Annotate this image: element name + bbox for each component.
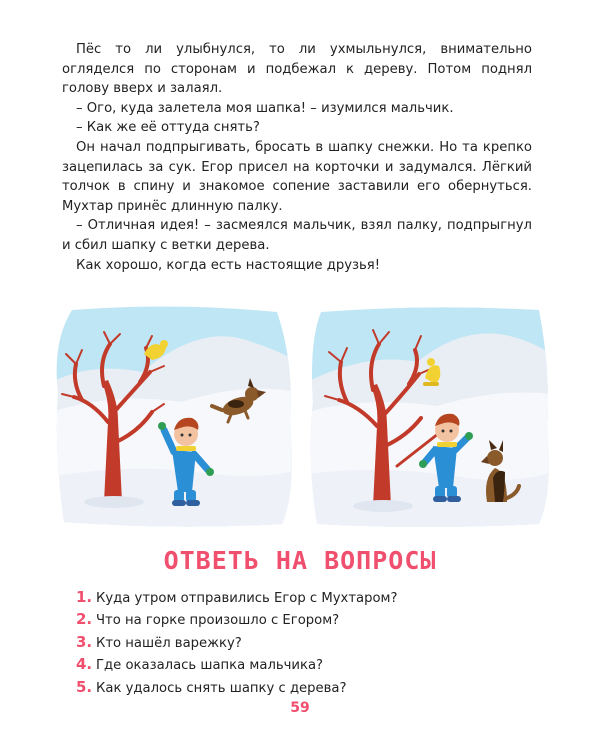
question-number: 2. <box>76 610 93 629</box>
story-paragraph: – Как же её оттуда снять? <box>76 120 260 136</box>
story-paragraph: Пёс то ли улыбнулся, то ли ухмыльнулся, внимательно огляделся по сторонам и подбежал к дереву. Потом поднял голову вверх и залаял. <box>62 42 532 97</box>
story-text <box>62 40 532 275</box>
question-number: 5. <box>76 677 93 696</box>
question-item <box>76 587 516 609</box>
question-text: Где оказалась шапка мальчика? <box>96 658 324 674</box>
illustrations <box>52 302 552 528</box>
question-item <box>76 654 516 676</box>
question-item <box>76 677 516 699</box>
illustration-right <box>307 302 552 528</box>
question-number: 4. <box>76 655 93 674</box>
question-text: Как удалось снять шапку с дерева? <box>96 680 347 696</box>
question-number: 3. <box>76 632 93 651</box>
question-text: Куда утром отправились Егор с Мухтаром? <box>96 591 398 606</box>
illustration-left <box>52 302 297 528</box>
question-text: Кто нашёл варежку? <box>96 635 242 651</box>
question-item <box>76 609 516 631</box>
question-number: 1. <box>76 588 93 606</box>
question-text: Что на горке произошло с Егором? <box>96 613 340 629</box>
page-number: 59 <box>290 700 310 716</box>
question-item <box>76 632 516 654</box>
questions-title: ОТВЕТЬ НА ВОПРОСЫ <box>163 546 437 575</box>
story-paragraph: – Ого, куда залетела моя шапка! – изумился мальчик. <box>76 100 454 116</box>
story-paragraph: Он начал подпрыгивать, бросать в шапку снежки. Но та крепко зацепилась за сук. Егор присел на корточки и задумался. Лёгкий толчок в спину и знакомое сопение заставили его обернуться. Мухтар принёс длинную палку. <box>62 139 532 214</box>
questions-list <box>76 587 516 699</box>
story-paragraph: Как хорошо, когда есть настоящие друзья! <box>76 257 381 273</box>
story-paragraph: – Отличная идея! – засмеялся мальчик, взял палку, подпрыгнул и сбил шапку с ветки дерева. <box>62 218 532 253</box>
